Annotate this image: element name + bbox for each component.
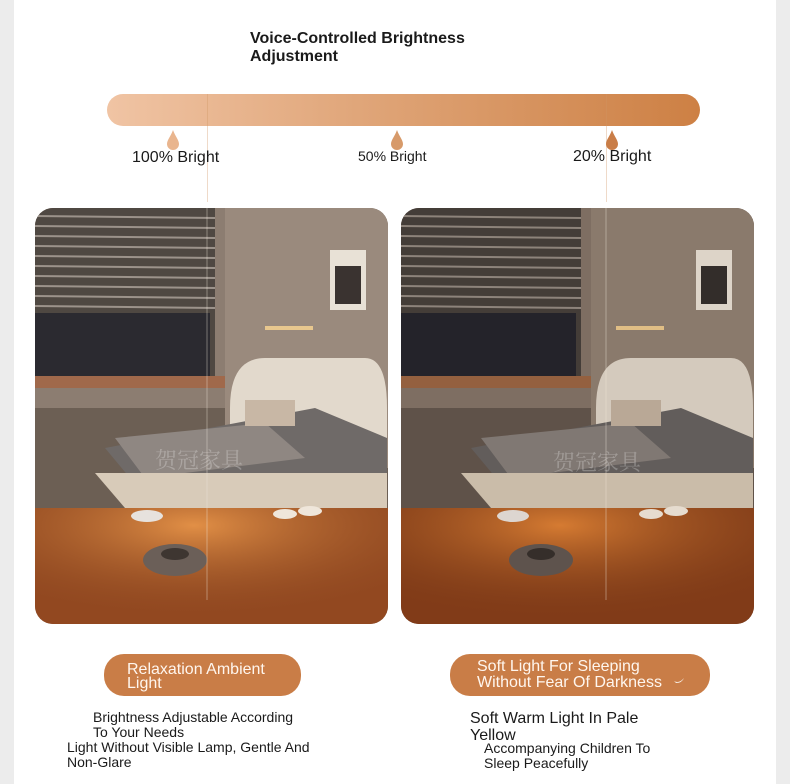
soft-light-sleeping-badge (450, 654, 710, 696)
product-page (14, 0, 776, 784)
brightness-label-100: 100% Bright (132, 149, 220, 166)
badge-line-1: Soft Light For Sleeping (477, 658, 640, 675)
right-description (484, 741, 650, 771)
page-title-line-2: Adjustment (250, 48, 338, 65)
desc-line: Accompanying Children To (484, 740, 651, 756)
badge-line-1: Relaxation Ambient (127, 661, 265, 678)
droplet-marker-icon (391, 130, 403, 150)
droplet-marker-icon (606, 130, 618, 150)
desc-line: To Your Needs (93, 724, 185, 740)
desc-line: Yellow (470, 727, 516, 744)
page-title-line-1: Voice-Controlled Brightness (250, 30, 465, 47)
badge-line-2: Light (127, 675, 162, 692)
droplet-marker-icon (167, 130, 179, 150)
left-description-b (67, 740, 310, 770)
desc-line: Light Without Visible Lamp, Gentle And (67, 739, 310, 755)
watermark-text: 贺冠家具 (155, 449, 244, 474)
divider-line (207, 94, 208, 202)
brightness-label-20: 20% Bright (573, 148, 652, 165)
brightness-gradient-bar (107, 94, 700, 126)
moon-icon (673, 673, 685, 688)
desc-line: Soft Warm Light In Pale (470, 710, 639, 727)
desc-line: Non-Glare (67, 754, 132, 770)
badge-line-2: Without Fear Of Darkness (477, 674, 662, 691)
relaxation-ambient-light-badge (104, 654, 301, 696)
right-heading (470, 710, 638, 744)
brightness-label-50: 50% Bright (358, 148, 427, 164)
desc-line: Brightness Adjustable According (93, 709, 294, 725)
bedroom-photo-right (401, 208, 754, 624)
left-description-a (93, 710, 293, 740)
bedroom-photo-left (35, 208, 388, 624)
desc-line: Sleep Peacefully (484, 755, 589, 771)
watermark-text: 贺冠家具 (553, 451, 642, 476)
page-title (250, 30, 550, 66)
